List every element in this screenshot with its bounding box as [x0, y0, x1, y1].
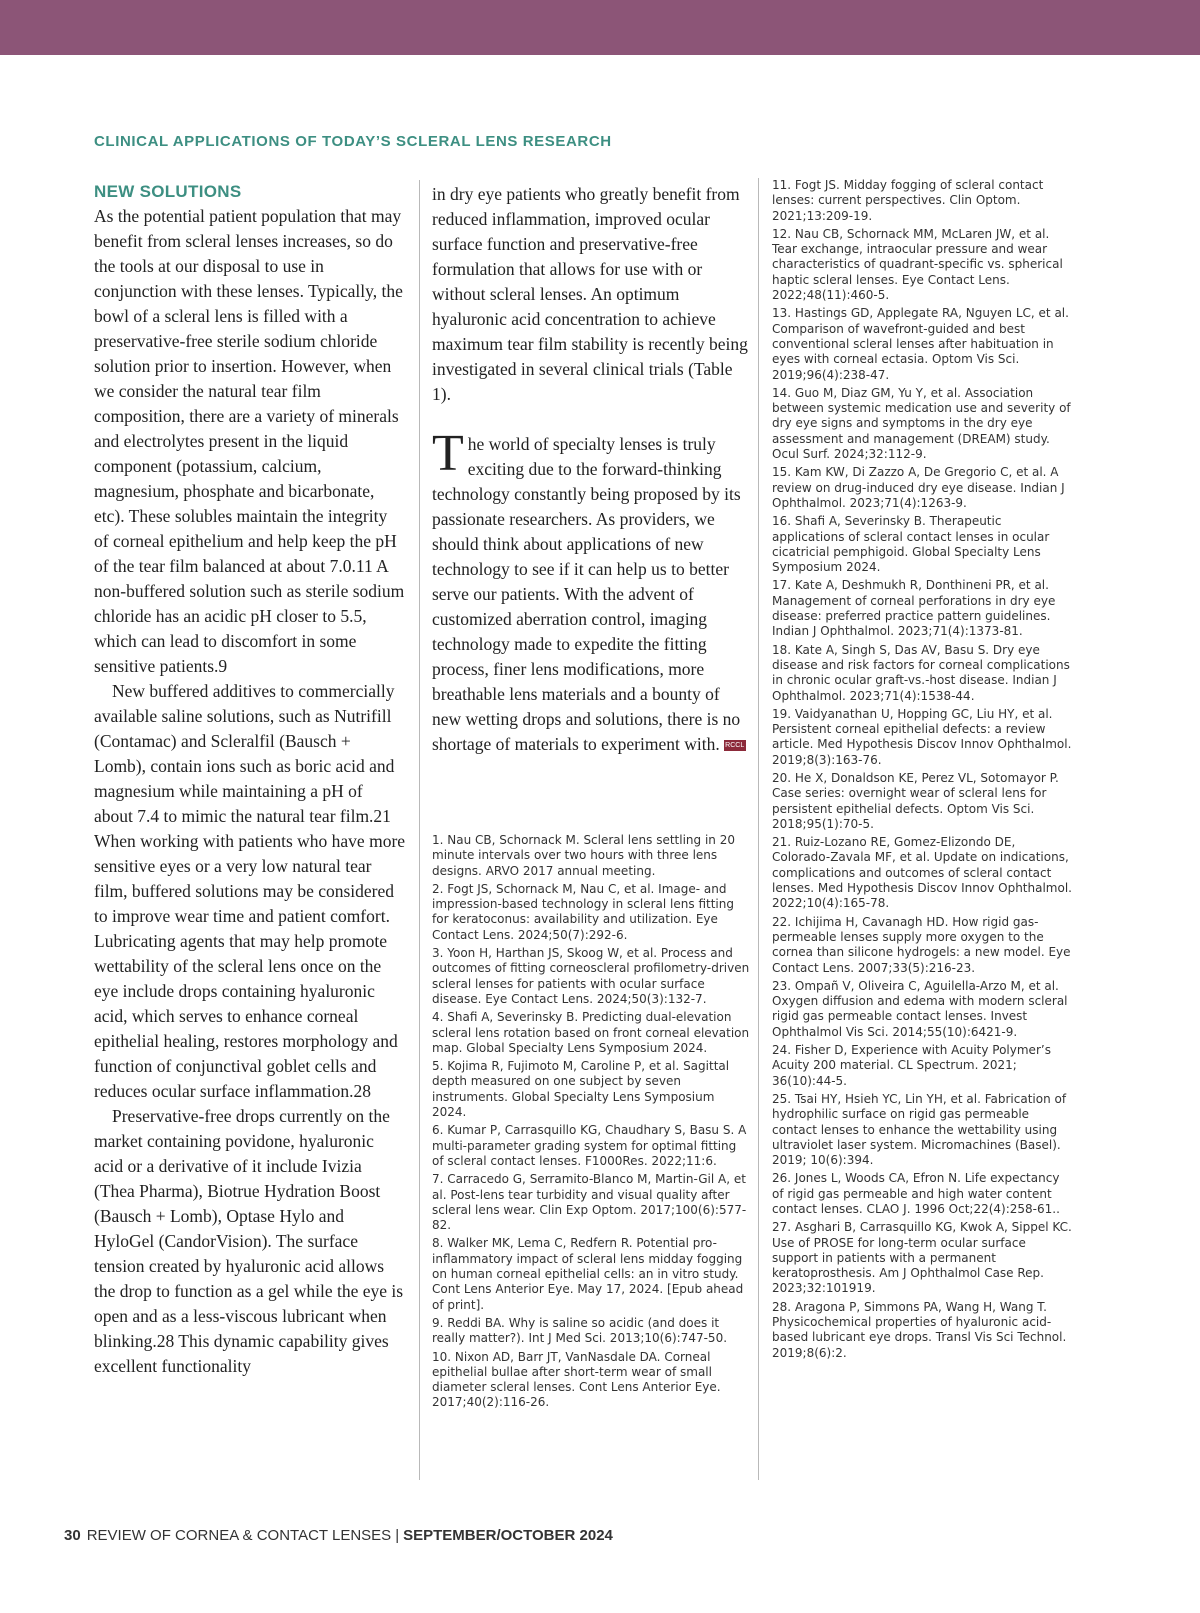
reference-item: 19. Vaidyanathan U, Hopping GC, Liu HY, et al. Persistent corneal epithelial defects: a review article. Med Hypothesis Discov Innov Ophthalmol. 2019;8(3):163-76. [772, 706, 1072, 767]
references-list-b [772, 178, 1074, 1364]
reference-item: 24. Fisher D, Experience with Acuity Polymer’s Acuity 200 material. CL Spectrum. 2021; 36(10):44-5. [772, 1043, 1051, 1088]
reference-item: 7. Carracedo G, Serramito-Blanco M, Martin-Gil A, et al. Post-lens tear turbidity and visual quality after scleral lens wear. Clin Exp Optom. 2017;100(6):577-82. [432, 1172, 747, 1233]
reference-item: 20. He X, Donaldson KE, Perez VL, Sotomayor P. Case series: overnight wear of scleral lens for persistent epithelial defects. Optom Vis Sci. 2018;95(1):70-5. [772, 770, 1059, 831]
article-column-2 [432, 182, 748, 757]
reference-item: 2. Fogt JS, Schornack M, Nau C, et al. Image- and impression-based technology in scleral lens fitting for keratoconus: availability and utilization. Eye Contact Lens. 2024;50(7):292-6. [432, 881, 734, 942]
section-title: CLINICAL APPLICATIONS OF TODAY’S SCLERAL LENS RESEARCH [94, 133, 612, 150]
reference-item: 25. Tsai HY, Hsieh YC, Lin YH, et al. Fabrication of hydrophilic surface on rigid gas permeable contact lenses to enhance the wettability using ultraviolet laser system. Micromachines (Basel). 2019; 10(6):394. [772, 1091, 1067, 1168]
footer-separator: | [395, 1527, 400, 1544]
reference-item: 13. Hastings GD, Applegate RA, Nguyen LC, et al. Comparison of wavefront-guided and best conventional scleral lenses after habituation in eyes with corneal ectasia. Optom Vis Sci. 2019;96(4):238-47. [772, 306, 1069, 382]
reference-item: 5. Kojima R, Fujimoto M, Caroline P, et al. Sagittal depth measured on one subject by seven instruments. Global Specialty Lens Symposium 2024. [432, 1059, 730, 1120]
references-list-a [432, 833, 750, 1414]
reference-item: 17. Kate A, Deshmukh R, Donthineni PR, et al. Management of corneal perforations in dry eye disease: preferred practice pattern guidelines. Indian J Ophthalmol. 2023;71(4):1373-81. [772, 578, 1056, 639]
header-band [0, 0, 1200, 55]
reference-item: 6. Kumar P, Carrasquillo KG, Chaudhary S, Basu S. A multi-parameter grading system for optimal fitting of scleral contact lenses. F1000Res. 2022;11:6. [432, 1123, 747, 1168]
page-footer [64, 1527, 613, 1544]
closing-paragraph-text: he world of specialty lenses is truly exciting due to the forward-thinking technology constantly being proposed by its passionate researchers. As providers, we should think about applications of new technology to see if it can help us to better serve our patients. With the advent of customized aberration control, imaging technology made to expedite the fitting process, finer lens modifications, more breathable lens materials and a bounty of new wetting drops and solutions, there is no shortage of materials to experiment with. [432, 434, 741, 754]
reference-item: 18. Kate A, Singh S, Das AV, Basu S. Dry eye disease and risk factors for corneal complications in chronic ocular graft-vs.-host disease. Indian J Ophthalmol. 2023;71(4):1538-44. [772, 642, 1070, 703]
reference-item: 27. Asghari B, Carrasquillo KG, Kwok A, Sippel KC. Use of PROSE for long-term ocular surface support in patients with a permanent keratoprosthesis. Am J Ophthalmol Case Rep. 2023;32:101919. [772, 1220, 1072, 1296]
body-paragraph: As the potential patient population that may benefit from scleral lenses increases, so do the tools at our disposal to use in conjunction with these lenses. Typically, the bowl of a scleral lens is filled with a preservative-free sterile sodium chloride solution prior to insertion. However, when we consider the natural tear film composition, there are a variety of minerals and electrolytes present in the liquid component (potassium, calcium, magnesium, phosphate and bicarbonate, etc). These solubles maintain the integrity of corneal epithelium and help keep the pH of the tear film balanced at about 7.0.11 A non-buffered solution such as sterile sodium chloride has an acidic pH closer to 5.5, which can lead to discomfort in some sensitive patients.9 [94, 206, 405, 676]
rccl-end-badge: RCCL [725, 742, 745, 750]
reference-item: 9. Reddi BA. Why is saline so acidic (and does it really matter?). Int J Med Sci. 2013;10(6):747-50. [432, 1315, 728, 1346]
page-number: 30 [64, 1527, 81, 1544]
publication-name: REVIEW OF CORNEA & CONTACT LENSES [86, 1527, 392, 1544]
reference-item: 12. Nau CB, Schornack MM, McLaren JW, et al. Tear exchange, intraocular pressure and wear characteristics of quadrant-specific vs. spherical haptic scleral lenses. Eye Contact Lens. 2022;48(11):460-5. [772, 226, 1063, 303]
reference-item: 11. Fogt JS. Midday fogging of scleral contact lenses: current perspectives. Clin Optom. 2021;13:209-19. [772, 178, 1044, 223]
reference-item: 26. Jones L, Woods CA, Efron N. Life expectancy of rigid gas permeable and high water content contact lenses. CLAO J. 1996 Oct;22(4):258-61.. [772, 1171, 1060, 1216]
reference-item: 21. Ruiz-Lozano RE, Gomez-Elizondo DE, Colorado-Zavala MF, et al. Update on indications, complications and outcomes of scleral contact lenses. Med Hypothesis Discov Innov Ophthalmol. 2022;10(4):165-78. [772, 835, 1072, 911]
drop-cap: T [432, 425, 464, 482]
reference-item: 8. Walker MK, Lema C, Redfern R. Potential pro-inflammatory impact of scleral lens midday fogging on human corneal epithelial cells: an in vitro study. Cont Lens Anterior Eye. May 17, 2024. [Epub ahead of print]. [432, 1236, 744, 1312]
reference-item: 22. Ichijima H, Cavanagh HD. How rigid gas-permeable lenses supply more oxygen to the cornea than silicone hydrogels: a new model. Eye Contact Lens. 2007;33(5):216-23. [772, 914, 1071, 975]
column-divider [758, 178, 759, 1480]
issue-date: SEPTEMBER/OCTOBER 2024 [403, 1527, 613, 1544]
column-divider [419, 180, 420, 1480]
reference-item: 16. Shafi A, Severinsky B. Therapeutic applications of scleral contact lenses in ocular cicatricial pemphigoid. Global Specialty Lens Symposium 2024. [772, 514, 1050, 575]
body-paragraph: Preservative-free drops currently on the market containing povidone, hyaluronic acid or a derivative of it include Ivizia (Thea Pharma), Biotrue Hydration Boost (Bausch + Lomb), Optase Hylo and HyloGel (CandorVision). The surface tension created by hyaluronic acid allows the drop to function as a gel while the eye is open and as a less-viscous lubricant when blinking.28 This dynamic capability gives excellent functionality [94, 1106, 404, 1376]
reference-item: 14. Guo M, Diaz GM, Yu Y, et al. Association between systemic medication use and severity of dry eye signs and symptoms in the dry eye assessment and management (DREAM) study. Ocul Surf. 2024;32:112-9. [772, 385, 1071, 462]
reference-item: 15. Kam KW, Di Zazzo A, De Gregorio C, et al. A review on drug-induced dry eye disease. Indian J Ophthalmol. 2023;71(4):1263-9. [772, 465, 1065, 510]
body-paragraph: New buffered additives to commercially available saline solutions, such as Nutrifill (Contamac) and Scleralfil (Bausch + Lomb), contain ions such as boric acid and magnesium while maintaining a pH of about 7.4 to mimic the natural tear film.21 When working with patients who have more sensitive eyes or a very low natural tear film, buffered solutions may be considered to improve wear time and patient comfort. Lubricating agents that may help promote wettability of the scleral lens once on the eye include drops containing hyaluronic acid, which serves to enhance corneal epithelial healing, restores morphology and function of conjunctival goblet cells and reduces ocular surface inflammation.28 [94, 681, 406, 1101]
reference-item: 28. Aragona P, Simmons PA, Wang H, Wang T. Physicochemical properties of hyaluronic acid-based lubricant eye drops. Transl Vis Sci Technol. 2019;8(6):2. [772, 1299, 1067, 1360]
reference-item: 1. Nau CB, Schornack M. Scleral lens settling in 20 minute intervals over two hours with three lens designs. ARVO 2017 annual meeting. [432, 833, 735, 878]
reference-item: 23. Ompañ V, Oliveira C, Aguilella-Arzo M, et al. Oxygen diffusion and edema with modern scleral rigid gas permeable contact lenses. Invest Ophthalmol Vis Sci. 2014;55(10):6421-9. [772, 978, 1068, 1039]
reference-item: 3. Yoon H, Harthan JS, Skoog W, et al. Process and outcomes of fitting corneoscleral profilometry-driven scleral lenses for patients with ocular surface disease. Eye Contact Lens. 2024;50(3):132-7. [432, 946, 750, 1006]
reference-item: 10. Nixon AD, Barr JT, VanNasdale DA. Corneal epithelial bullae after short-term wear of small diameter scleral lenses. Cont Lens Anterior Eye. 2017;40(2):116-26. [432, 1349, 721, 1410]
subhead-new-solutions: NEW SOLUTIONS [94, 182, 242, 201]
reference-item: 4. Shafi A, Severinsky B. Predicting dual-elevation scleral lens rotation based on front corneal elevation map. Global Specialty Lens Symposium 2024. [432, 1010, 750, 1055]
body-paragraph: in dry eye patients who greatly benefit from reduced inflammation, improved ocular surface function and preservative-free formulation that allows for use with or without scleral lenses. An optimum hyaluronic acid concentration to achieve maximum tear film stability is recently being investigated in several clinical trials (Table 1). [432, 184, 748, 404]
article-column-1 [94, 182, 406, 1379]
closing-paragraph [432, 425, 748, 757]
